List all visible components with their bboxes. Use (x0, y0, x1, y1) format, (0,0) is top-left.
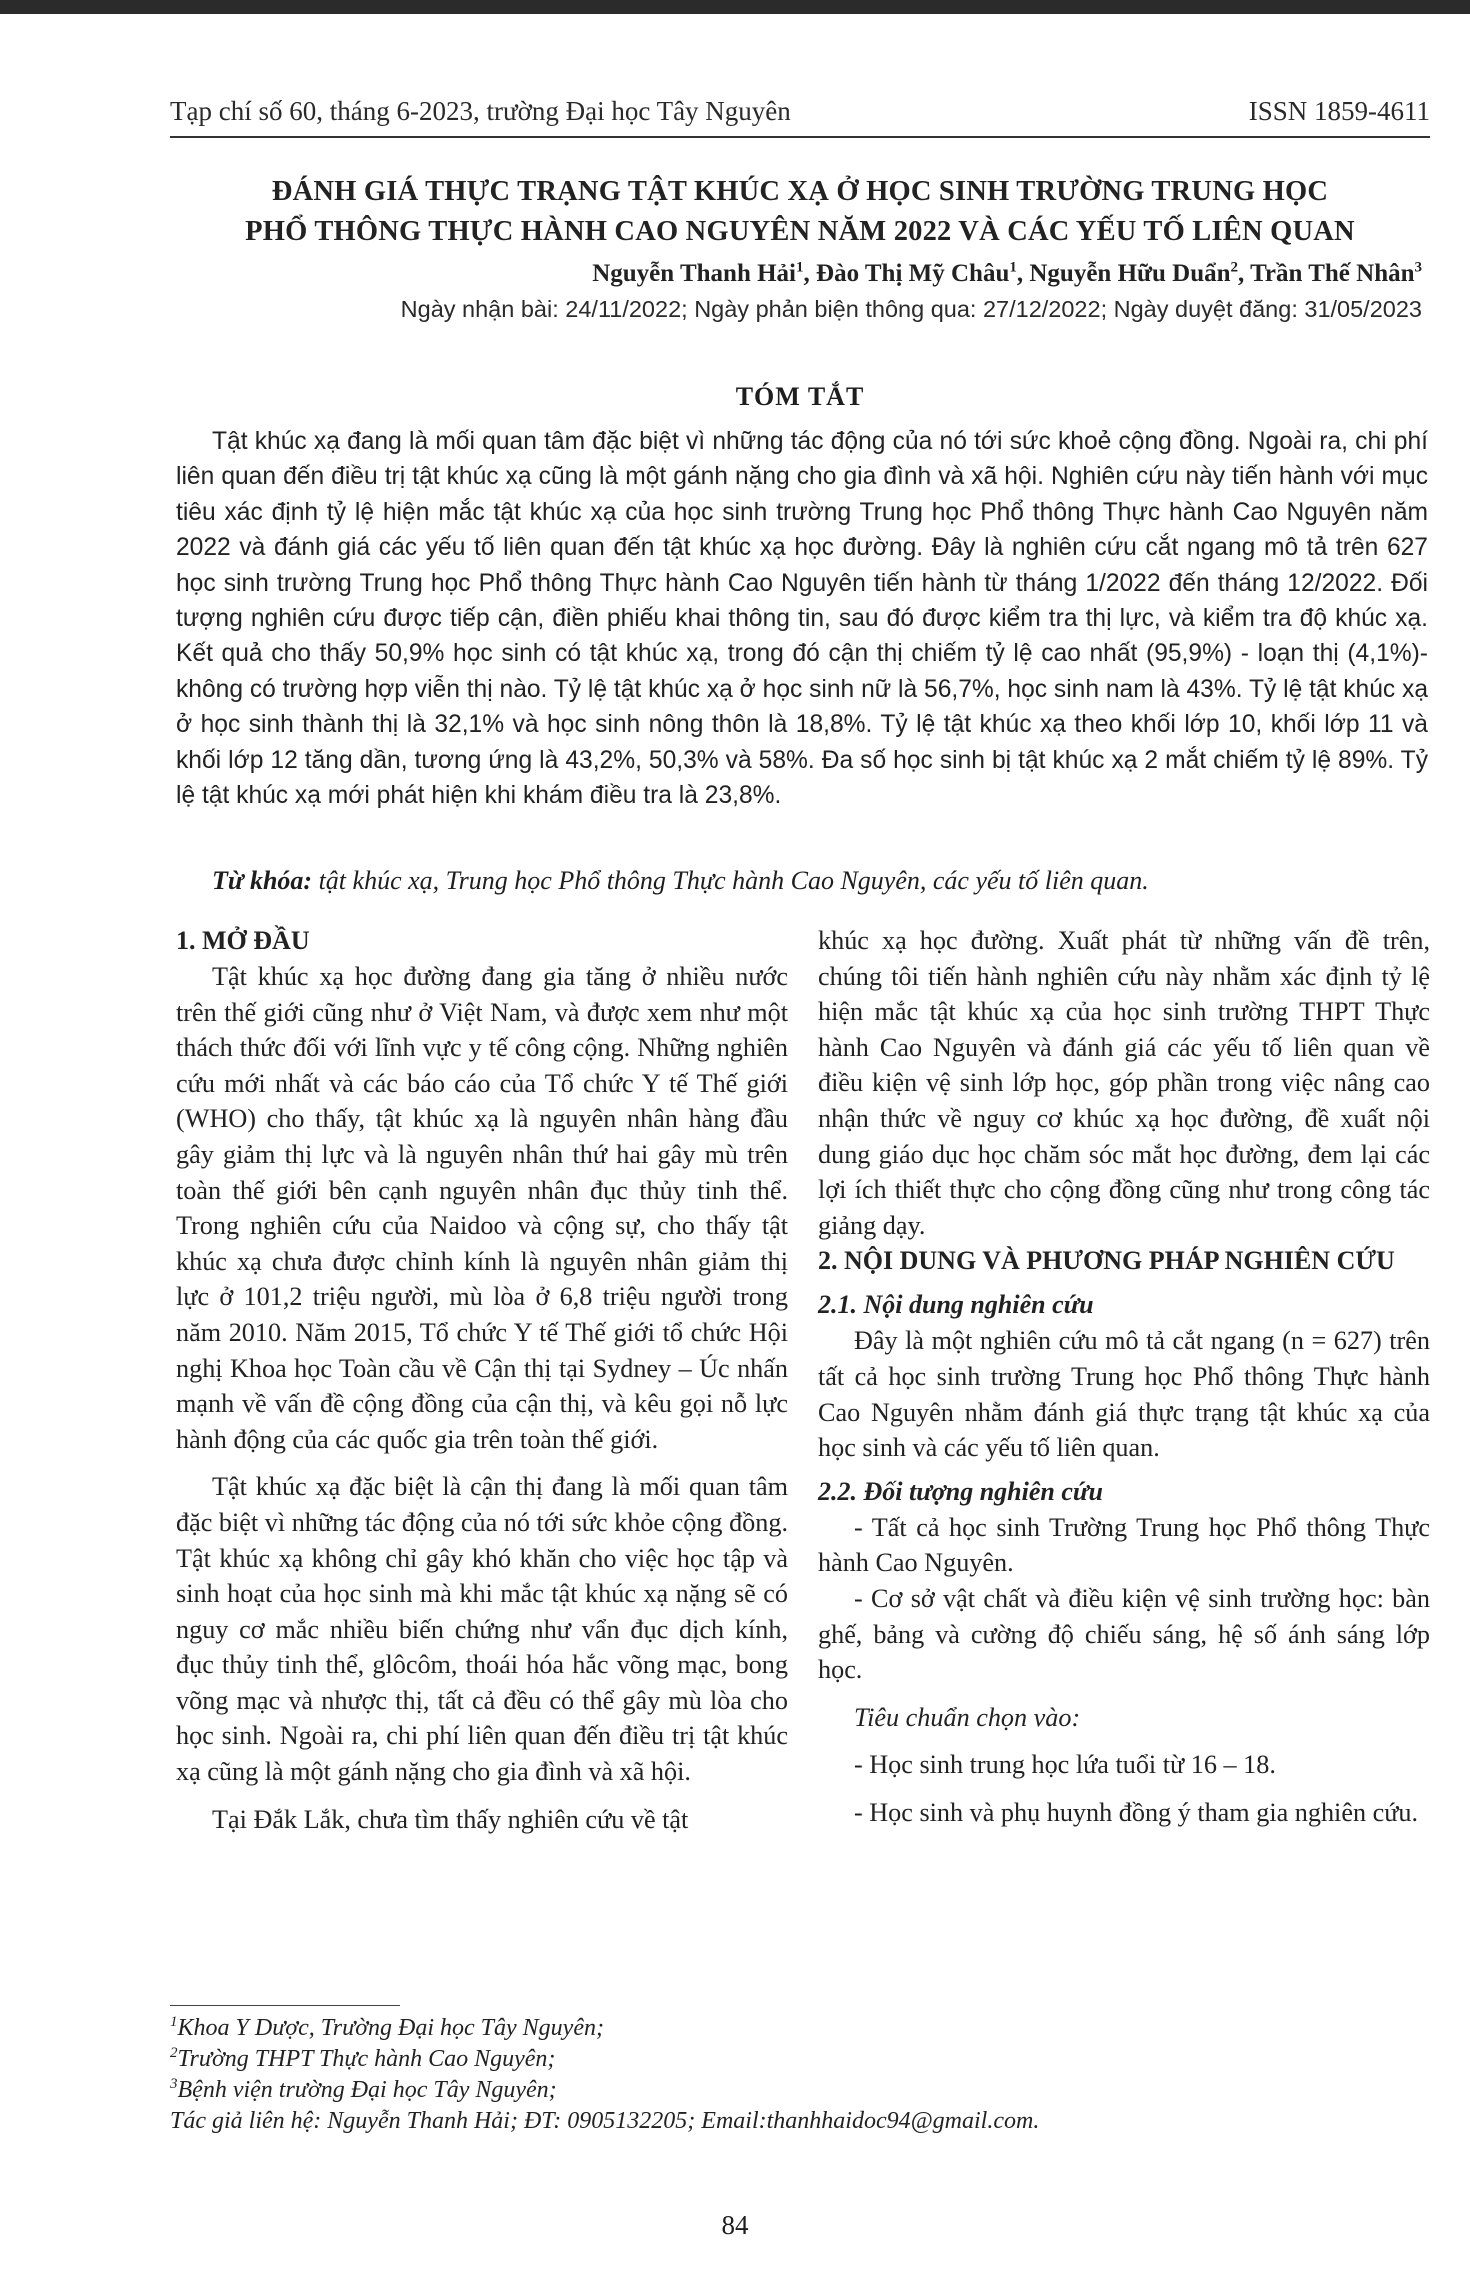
criteria-label: Tiêu chuẩn chọn vào: (854, 1702, 1081, 1732)
abstract-heading: TÓM TẮT (735, 382, 865, 411)
top-scan-edge (0, 0, 1470, 14)
author-list (170, 260, 1422, 288)
subsection-2-2-heading: 2.2. Đối tượng nghiên cứu (818, 1476, 1103, 1506)
author: Nguyễn Thanh Hải (592, 260, 797, 287)
abstract-text: Tật khúc xạ đang là mối quan tâm đặc biệt vì những tác động của nó tới sức khoẻ cộng đồng. Ngoài ra, chi phí liên quan đến điều trị tật khúc xạ cũng là một gánh nặng cho gia đình và xã hội. Nghiên cứu này tiến hành với mục tiêu xác định tỷ lệ hiện mắc tật khúc xạ của học sinh trường Trung học Phổ thông Thực hành Cao Nguyên năm 2022 và đánh giá các yếu tố liên quan đến tật khúc xạ học đường. Đây là nghiên cứu cắt ngang mô tả trên 627 học sinh trường Trung học Phổ thông Thực hành Cao Nguyên tiến hành từ tháng 1/2022 đến tháng 12/2022. Đối tượng nghiên cứu được tiếp cận, điền phiếu khai thông tin, sau đó được kiểm tra thị lực, và kiểm tra độ khúc xạ. Kết quả cho thấy 50,9% học sinh có tật khúc xạ, trong đó cận thị chiếm tỷ lệ cao nhất (95,9%) - loạn thị (4,1%)- không có trường hợp viễn thị nào. Tỷ lệ tật khúc xạ ở học sinh nữ là 56,7%, học sinh nam là 43%. Tỷ lệ tật khúc xạ ở học sinh thành thị là 32,1% và học sinh nông thôn là 18,8%. Tỷ lệ tật khúc xạ theo khối lớp 10, khối lớp 11 và khối lớp 12 tăng dần, tương ứng là 43,2%, 50,3% và 58%. Đa số học sinh bị tật khúc xạ 2 mắt chiếm tỷ lệ 89%. Tỷ lệ tật khúc xạ mới phát hiện khi khám điều tra là 23,8%. (176, 428, 1429, 810)
journal-name: Tạp chí số 60, tháng 6-2023, trường Đại học Tây Nguyên (170, 96, 791, 126)
author: Nguyễn Hữu Duẩn (1029, 260, 1231, 287)
subsection-2-1-heading: 2.1. Nội dung nghiên cứu (818, 1290, 1094, 1320)
header-rule (170, 136, 1430, 138)
paragraph: khúc xạ học đường. Xuất phát từ những vấn đề trên, chúng tôi tiến hành nghiên cứu này nhằm xác định tỷ lệ hiện mắc tật khúc xạ của học sinh trường THPT Thực hành Cao Nguyên và đánh giá các yếu tố liên quan về điều kiện vệ sinh lớp học, góp phần trong việc nâng cao nhận thức về nguy cơ khúc xạ học đường, đề xuất nội dung giáo dục học chăm sóc mắt học đường, đem lại các lợi ích thiết thực cho cộng đồng cũng như trong công tác giảng dạy. (818, 926, 1430, 1240)
footnote-number: 2 (170, 2045, 178, 2061)
author: Đào Thị Mỹ Châu (816, 260, 1010, 287)
list-item: - Tất cả học sinh Trường Trung học Phổ thông Thực hành Cao Nguyên. (818, 1512, 1430, 1578)
submission-dates: Ngày nhận bài: 24/11/2022; Ngày phản biện thông qua: 27/12/2022; Ngày duyệt đăng: 31/05/2023 (400, 296, 1422, 322)
footnote-rule (170, 2005, 400, 2006)
paragraph: Tại Đắk Lắk, chưa tìm thấy nghiên cứu về tật (212, 1804, 689, 1834)
affiliation-marker: 1 (1009, 259, 1017, 276)
page-number: 84 (721, 2210, 749, 2240)
footnote-text: Trường THPT Thực hành Cao Nguyên; (177, 2046, 556, 2072)
title-line-1: ĐÁNH GIÁ THỰC TRẠNG TẬT KHÚC XẠ Ở HỌC SINH TRƯỜNG TRUNG HỌC (271, 176, 1329, 207)
left-column (176, 923, 788, 1837)
section-2-heading: 2. NỘI DUNG VÀ PHƯƠNG PHÁP NGHIÊN CỨU (818, 1246, 1395, 1276)
title-line-2: PHỔ THÔNG THỰC HÀNH CAO NGUYÊN NĂM 2022 VÀ CÁC YẾU TỐ LIÊN QUAN (245, 216, 1355, 247)
footnote-text: Bệnh viện trường Đại học Tây Nguyên; (177, 2077, 557, 2103)
section-1-heading: 1. MỞ ĐẦU (176, 926, 310, 955)
affiliation-marker: 3 (1414, 259, 1422, 276)
footnote (170, 2044, 1430, 2075)
paragraph: Tật khúc xạ đặc biệt là cận thị đang là mối quan tâm đặc biệt vì những tác động của nó tới sức khỏe cộng đồng. Tật khúc xạ không chỉ gây khó khăn cho việc học tập và sinh hoạt của học sinh mà khi mắc tật khúc xạ nặng sẽ có nguy cơ mắc nhiều biến chứng như vẩn đục dịch kính, đục thủy tinh thể, glôcôm, thoái hóa hắc võng mạc, bong võng mạc và nhược thị, tất cả đều có thể gây mù lòa cho học sinh. Ngoài ra, chi phí liên quan đến điều trị tật khúc xạ cũng là một gánh nặng cho gia đình và xã hội. (176, 1472, 788, 1787)
article-title (170, 172, 1430, 252)
right-column (818, 923, 1430, 1830)
footnote-number: 1 (170, 2014, 178, 2030)
footnote-text: Khoa Y Dược, Trường Đại học Tây Nguyên; (177, 2015, 604, 2041)
keywords-label: Từ khóa: (212, 866, 313, 895)
author-separator: , (803, 260, 817, 287)
author-separator: , (1016, 260, 1030, 287)
contact-info: Tác giả liên hệ: Nguyễn Thanh Hải; ĐT: 0905132205; Email:thanhhaidoc94@gmail.com. (170, 2108, 1040, 2134)
keywords (176, 866, 1428, 896)
footnotes (170, 2013, 1430, 2137)
list-item: - Học sinh và phụ huynh đồng ý tham gia nghiên cứu. (854, 1797, 1419, 1827)
list-item: - Cơ sở vật chất và điều kiện vệ sinh trường học: bàn ghế, bảng và cường độ chiếu sáng, hệ số ánh sáng lớp học. (818, 1583, 1430, 1685)
affiliation-marker: 2 (1230, 259, 1239, 276)
footnote (170, 2013, 1430, 2044)
list-item: - Học sinh trung học lứa tuổi từ 16 – 18. (854, 1750, 1276, 1780)
keywords-text: tật khúc xạ, Trung học Phổ thông Thực hành Cao Nguyên, các yếu tố liên quan. (318, 866, 1149, 895)
author: Trần Thế Nhân (1250, 260, 1415, 287)
author-separator: , (1238, 260, 1251, 287)
affiliation-marker: 1 (796, 259, 804, 276)
footnote (170, 2075, 1430, 2106)
issn: ISSN 1859-4611 (1248, 96, 1430, 126)
paragraph: Tật khúc xạ học đường đang gia tăng ở nhiều nước trên thế giới cũng như ở Việt Nam, và được xem như một thách thức đối với lĩnh vực y tế công cộng. Những nghiên cứu mới nhất và các báo cáo của Tổ chức Y tế Thế giới (WHO) cho thấy, tật khúc xạ là nguyên nhân hàng đầu gây giảm thị lực và là nguyên nhân thứ hai gây mù trên toàn thế giới bên cạnh nguyên nhân đục thủy tinh thể. Trong nghiên cứu của Naidoo và cộng sự, cho thấy tật khúc xạ chưa được chỉnh kính là nguyên nhân giảm thị lực ở 101,2 triệu người, mù lòa ở 6,8 triệu người trong năm 2010. Năm 2015, Tổ chức Y tế Thế giới tổ chức Hội nghị Khoa học Toàn cầu về Cận thị tại Sydney – Úc nhấn mạnh về vấn đề cộng đồng của cận thị, và kêu gọi nỗ lực hành động của các quốc gia trên toàn thế giới. (176, 962, 788, 1454)
paragraph: Đây là một nghiên cứu mô tả cắt ngang (n = 627) trên tất cả học sinh trường Trung học Phổ thông Thực hành Cao Nguyên nhằm đánh giá thực trạng tật khúc xạ của học sinh và các yếu tố liên quan. (818, 1326, 1430, 1463)
footnote-number: 3 (170, 2076, 178, 2092)
